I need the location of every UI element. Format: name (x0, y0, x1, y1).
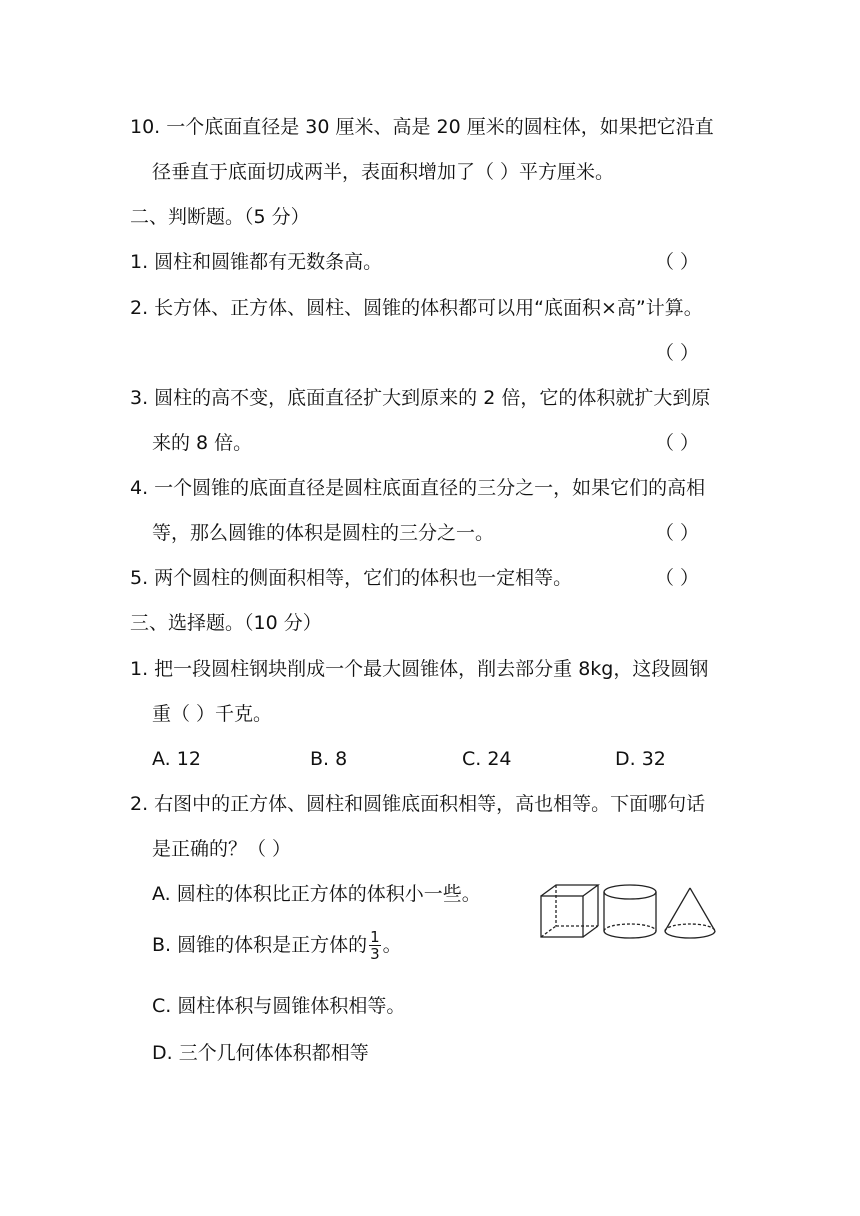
option-b-suffix: 。 (382, 934, 402, 956)
judge-answer-2[interactable]: （ ） (655, 342, 700, 364)
judge-item-5: 5. 两个圆柱的侧面积相等，它们的体积也一定相等。 (130, 567, 573, 589)
cube-icon (541, 885, 598, 937)
choice-q1-option-a[interactable]: A. 12 (152, 748, 201, 770)
choice-q2-option-c[interactable]: C. 圆柱体积与圆锥体积相等。 (152, 995, 406, 1017)
choice-q1-line2: 重（ ）千克。 (152, 703, 273, 725)
judge-answer-4[interactable]: （ ） (655, 522, 700, 544)
judge-item-4-line1: 4. 一个圆锥的底面直径是圆柱底面直径的三分之一，如果它们的高相 (130, 477, 706, 499)
judge-item-3-line2: 来的 8 倍。 (152, 432, 253, 454)
choice-q2-option-d[interactable]: D. 三个几何体体积都相等 (152, 1042, 369, 1064)
judge-answer-1[interactable]: （ ） (655, 251, 700, 273)
section2-heading: 二、判断题。（5 分） (130, 206, 310, 228)
judge-item-1: 1. 圆柱和圆锥都有无数条高。 (130, 251, 383, 273)
q10-line1: 10. 一个底面直径是 30 厘米、高是 20 厘米的圆柱体，如果把它沿直 (130, 116, 714, 138)
choice-q2-line1: 2. 右图中的正方体、圆柱和圆锥底面积相等，高也相等。下面哪句话 (130, 793, 706, 815)
option-b-text: B. 圆锥的体积是正方体的 (152, 934, 368, 956)
fraction-one-third: $\frac{1}{3}$ (370, 928, 380, 963)
choice-q2-line2: 是正确的？（ ） (152, 838, 292, 860)
cone-icon (665, 888, 715, 938)
choice-q1-option-c[interactable]: C. 24 (462, 748, 512, 770)
judge-item-4-line2: 等，那么圆锥的体积是圆柱的三分之一。 (152, 522, 495, 544)
cylinder-icon (604, 885, 656, 938)
choice-q1-line1: 1. 把一段圆柱钢块削成一个最大圆锥体，削去部分重 8kg，这段圆钢 (130, 658, 709, 680)
judge-answer-5[interactable]: （ ） (655, 567, 700, 589)
choice-q1-option-b[interactable]: B. 8 (310, 748, 348, 770)
judge-item-2: 2. 长方体、正方体、圆柱、圆锥的体积都可以用“底面积×高”计算。 (130, 297, 703, 319)
geometry-figure (538, 882, 720, 942)
judge-item-3-line1: 3. 圆柱的高不变，底面直径扩大到原来的 2 倍，它的体积就扩大到原 (130, 387, 711, 409)
choice-q1-option-d[interactable]: D. 32 (615, 748, 666, 770)
choice-q2-option-b[interactable] (152, 929, 402, 962)
judge-answer-3[interactable]: （ ） (655, 432, 700, 454)
section3-heading: 三、选择题。（10 分） (130, 612, 322, 634)
choice-q2-option-a[interactable]: A. 圆柱的体积比正方体的体积小一些。 (152, 883, 481, 905)
q10-line2: 径垂直于底面切成两半，表面积增加了（ ）平方厘米。 (152, 161, 615, 183)
